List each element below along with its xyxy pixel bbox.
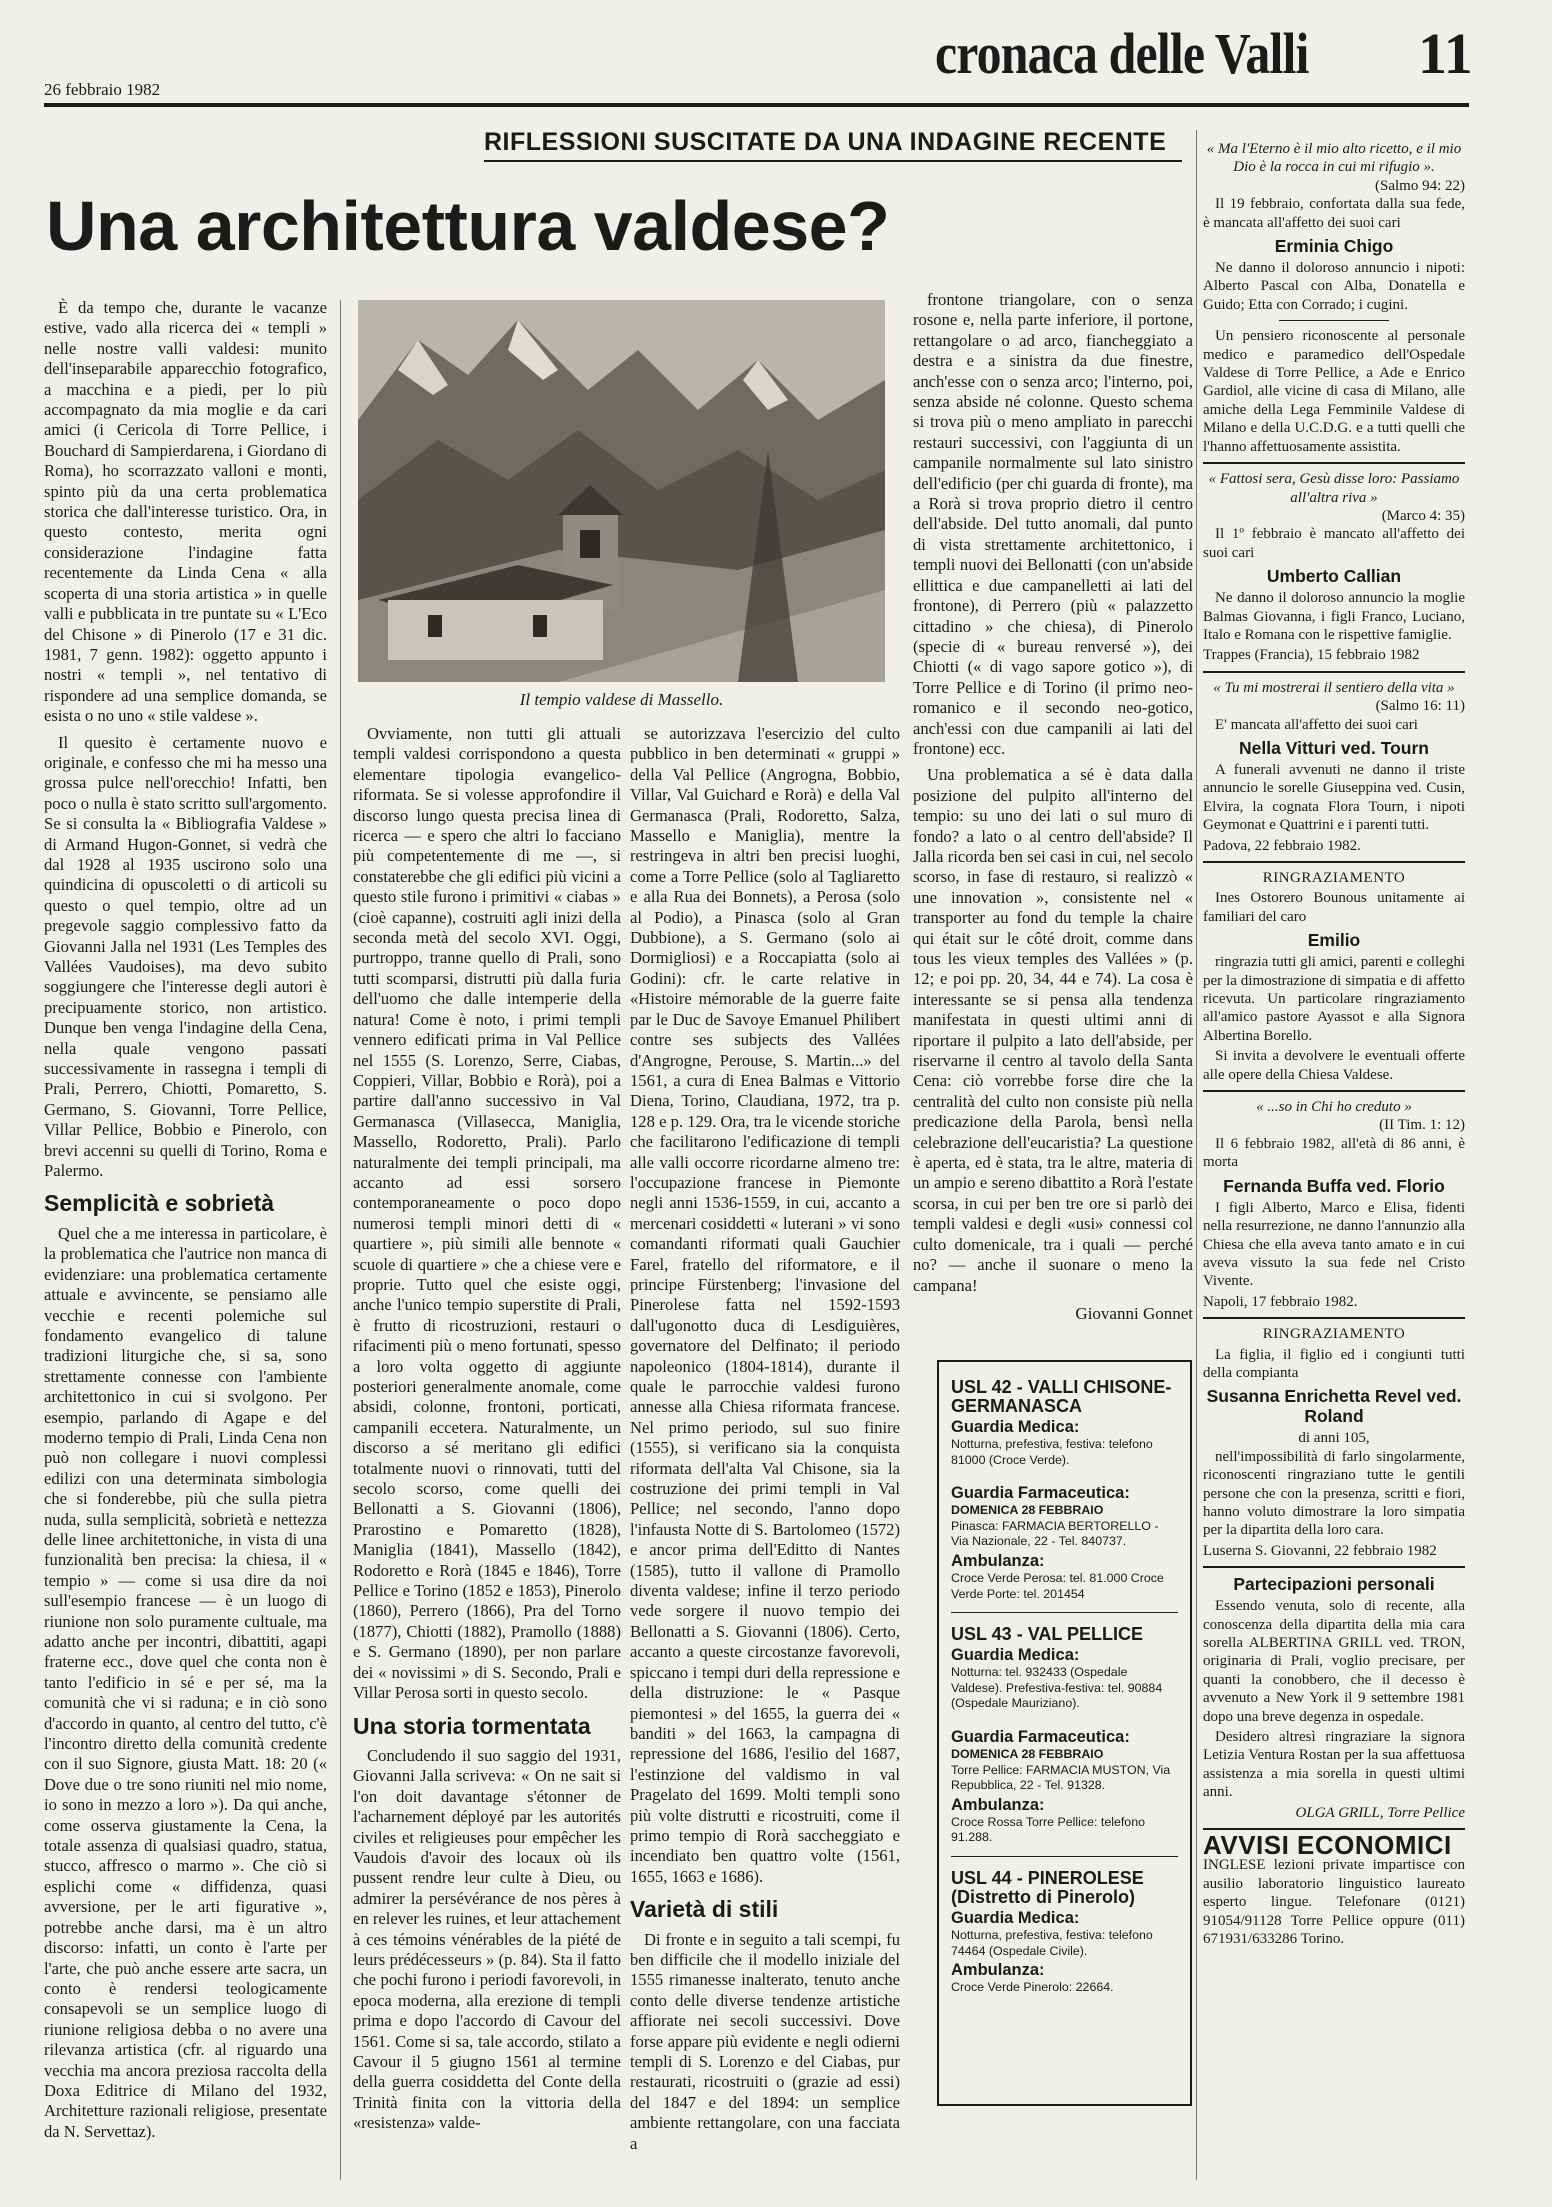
article-kicker: RIFLESSIONI SUSCITATE DA UNA INDAGINE RECENTE — [484, 128, 1167, 156]
announcement-text: I figli Alberto, Marco e Elisa, fidenti nella resurrezione, ne danno l'annunzio alla Chiesa che ella aveva tanto amato e in cui aveva vissuto la sua fede nel Cristo Vivente. — [1203, 1199, 1465, 1290]
quote-reference: (Marco 4: 35) — [1381, 507, 1465, 524]
ambulanza-label: Ambulanza: — [951, 1961, 1045, 1980]
announcement-text: E' mancata all'affetto dei suoi cari — [1215, 716, 1418, 733]
bible-quote: « ...so in Chi ho creduto » — [1256, 1099, 1412, 1116]
bible-quote: « Fattosi sera, Gesù disse loro: Passiamo all'altra riva » — [1208, 471, 1460, 506]
announcement-text: Desidero altresì ringraziare la signora Letizia Ventura Rostan per la sua affettuosa assistenza a mia sorella in questi ultimi anni. — [1203, 1729, 1465, 1801]
photo-caption: Il tempio valdese di Massello. — [519, 690, 724, 709]
deceased-name: Umberto Callian — [1266, 566, 1402, 587]
deceased-name: Susanna Enrichetta Revel ved. Roland — [1206, 1386, 1462, 1427]
church-photo — [358, 300, 885, 682]
article-column-4 — [913, 290, 1193, 1324]
paragraph: Quel che a me interessa in particolare, è la problematica che l'autrice non manca di evidenziare: una problematica certamente attuale e avvincente, se pensiamo alle vecchie e recenti polemiche sul fondamento evangelico di talune tradizioni liturgiche che, si sa, sono strettamente connesse con l'ambiente architettonico in cui si svolgono. Per esempio, parlando di Agape e del moderno tempio di Prali, Linda Cena non può non collegare i nuovi complessi edilizi con una determinata simbologia che si fonderebbe, più che sulla pietra nuda, sulla semplicità, sobrietà e nettezza delle linee architettoniche, in vista di una funzionalità ben precisa: la chiesa, il « tempio » — come si usa dire da noi sull'esempio francese — è un luogo di riunione non solo puramente cultuale, ma adatto anche per incontri, dibattiti, agapi fraterne ecc., dove quel che conta non è tanto l'edificio in sé e per sé, ma la comunità che vi si raduna; e in ciò sono d'accordo in quanto, al centro del tutto, c'è l'incontro diretto della comunità credente con il suo Signore, giusta Matt. 18: 20 (« Dove due o tre sono riuniti nel mio nome, io sono in mezzo a loro »). Da qui anche, come osserva giustamente la Cena, la totale assenza di qualsiasi quadro, statua, stucco, affresco o marmo ». Che ciò si esplichi come « diffidenza, quasi avversione, per le arti figurative », potrebbe anche darsi, ma è un altro discorso: infatti, un conto è l'arte per l'arte, che può anche essere arte sacra, un conto è rendersi teologicamente consapevoli se un semplice luogo di riunione religiosa debba o no avere una rilevanza artistica (cfr. al riguardo una vecchia ma ancora preziosa raccolta della Doxa Editrice di Milano del 1932, Architetture razionali religiose, presentate da N. Servettaz). — [44, 1223, 327, 2141]
guardia-medica-label: Guardia Medica: — [951, 1646, 1080, 1665]
service-text: Notturna, prefestiva, festiva: telefono 81000 (Croce Verde). — [951, 1437, 1153, 1467]
column-divider — [340, 300, 341, 2180]
place-date: Luserna S. Giovanni, 22 febbraio 1982 — [1203, 1542, 1437, 1559]
author-signature: Giovanni Gonnet — [1075, 1303, 1193, 1323]
paragraph: Di fronte e in seguito a tali scempi, fu ben difficile che il modello iniziale del 1555 rimanesse inalterato, tenuto anche conto delle diverse tendenze artistiche affiorate nei secoli successivi. Dove forse appare più evidente e negli odierni templi di S. Lorenzo e del Ciabas, pur restaurati, ricostruiti o (grazie ad essi) del 1847 e del 1894: un semplice ambiente rettangolare, con una facciata a — [630, 1929, 900, 2153]
guardia-medica-label: Guardia Medica: — [951, 1908, 1080, 1927]
divider — [1203, 1090, 1465, 1092]
divider — [1279, 320, 1389, 321]
subheading: Una storia tormentata — [353, 1712, 591, 1739]
divider — [1203, 671, 1465, 673]
announcement-text: Si invita a devolvere le eventuali offerte alle opere della Chiesa Valdese. — [1203, 1048, 1465, 1083]
paragraph: È da tempo che, durante le vacanze estive, vado alla ricerca dei « templi » nelle nostre valli valdesi: munito dell'inseparabile apparecchio fotografico, a macchina e a piedi, per lo più accompagnato da mia moglie e da cari amici (i Cericola di Torre Pellice, i Bouchard di Sampierdarena, i Giordano di Roma), ho scorrazzato valloni e monti, spinto più da una certa problematica storica che dall'interesse turistico. Ora, in questo contesto, merita ogni considerazione l'indagine fatta recentemente da Linda Cena « alla scoperta di una storia artistica » in quelle valli e pubblicata in tre puntate su « L'Eco del Chisone » di Pinerolo (17 e 31 dic. 1981, 7 genn. 1982): oggetto appunto i nostri « templi », nel tentativo di rispondere ad una semplice domanda, se esista o no uno « stile valdese ». — [44, 298, 327, 726]
kicker-rule — [484, 160, 1182, 162]
paragraph: Una problematica a sé è data dalla posizione del pulpito all'interno del tempio: su uno dei lati o sul muro di fondo? a lato o al centro dell'abside? Il Jalla ricorda ben sei casi in cui, nel secolo scorso, in fase di restauro, si realizzò « une innovation », consistente nel « transporter au fond du temple la chaire qui était sur le côté droit, comme dans tous les vieux temples des Vallées » (p. 12; e poi pp. 20, 34, 44 e 74). La cosa è interessante se si pensa alla tendenza manifestata in questi ultimi anni di riportare il pulpito a lato dell'abside, per riservarne il centro al tavolo della Santa Cena: ciò vorrebbe forse dire che la centralità del culto non consiste più nella predicazione della Parola, bensì nella celebrazione dell'eucaristia? La questione è aperta, ed è stata, tra le altre, materia di un ampio e sereno dibattito a Rorà l'estate scorsa, in cui per ben tre ore si parlò dei templi valdesi e degli «usi» connessi col culto domenicale, tra i quali — perché no? — anche il suonare o meno la campana! — [913, 765, 1193, 1295]
bible-quote: « Ma l'Eterno è il mio alto ricetto, e il mio Dio è la rocca in cui mi rifugio ». — [1206, 141, 1462, 176]
deceased-name: Emilio — [1307, 930, 1361, 951]
section-title: RINGRAZIAMENTO — [1262, 870, 1406, 886]
usl-42-heading: USL 42 - VALLI CHISONE-GERMANASCA — [951, 1377, 1172, 1416]
quote-reference: (Salmo 16: 11) — [1375, 698, 1465, 715]
article-column-2 — [353, 724, 621, 2140]
paragraph: Il quesito è certamente nuovo e originale, e confesso che mi ha messo una grossa pulce nell'orecchio! Infatti, ben poco o nulla è stato scritto sull'argomento. Se si consulta la « Bibliografia Valdese » di Armand Hugon-Gonnet, si vedrà che dal 1928 al 1935 uscirono solo una quindicina di opuscoletti o di articoli su questo o quel tempio, oltre ad un pregevole saggio complessivo fatto da Giovanni Jalla nel 1931 (Les Temples des Vallées Vaudoises), ma devo subito soggiungere che l'interesse degli autori è precipuamente storico, non artistico. Dunque ben venga l'indagine della Cena, nella quale vengono passati successivamente in rassegna i templi di Prali, Perrero, Chiotti, Pomaretto, S. Germano, S. Giovanni, Torre Pellice, Villar Pellice, Bobbio e Pinerolo, con brevi accenni su quelli di Torino, Roma e Palermo. — [44, 732, 327, 1181]
deceased-name: Fernanda Buffa ved. Florio — [1223, 1175, 1445, 1196]
guardia-farmaceutica-label: Guardia Farmaceutica: — [951, 1484, 1130, 1503]
classifieds-title: AVVISI ECONOMICI — [1203, 1830, 1452, 1861]
announcement-text: nell'impossibilità di farlo singolarmente, riconoscenti ringraziano tutte le gentili persone che con la presenza, scritti e fiori, hanno voluto dimostrare la loro simpatia per la dipartita della loro cara. — [1203, 1448, 1465, 1539]
paragraph: Concludendo il suo saggio del 1931, Giovanni Jalla scriveva: « On ne sait si l'on doit davantage s'étonner de l'acharnement déployé par les autorités civiles et religieuses pour empêcher les Vaudois d'avoir des locaux où ils pussent rendre leur culte à Dieu, ou admirer la persévérance de nos pères à en relever les ruines, et leur attachement à ces témoins vénérables de la piété de leurs prédécesseurs » (p. 84). Sta il fatto che pochi furono i periodi favorevoli, in epoca moderna, alla erezione di templi prima e dopo l'accordo di Cavour del 1561. Come si sa, tale accordo, stilato a Cavour il 5 giugno 1561 al termine della guerra cosiddetta del Conte della Trinità finita con la vittoria della «resistenza» valde- — [353, 1745, 621, 2133]
service-text: Pinasca: FARMACIA BERTORELLO - Via Nazionale, 22 - Tel. 840737. — [951, 1518, 1159, 1549]
article-column-1 — [44, 298, 327, 2148]
quote-reference: (Salmo 94: 22) — [1375, 177, 1465, 194]
section-title: RINGRAZIAMENTO — [1262, 1326, 1406, 1343]
bible-quote: « Tu mi mostrerai il sentiero della vita » — [1213, 679, 1455, 696]
top-rule — [44, 103, 1469, 107]
quote-reference: (II Tim. 1: 12) — [1379, 1117, 1465, 1134]
announcement-text: ringrazia tutti gli amici, parenti e colleghi per la dimostrazione di simpatia e di affetto ricevuta. Un particolare ringraziamento all'amico pastore Ayassot e alla Signora Albertina Borello. — [1203, 954, 1465, 1044]
article-column-3 — [630, 724, 900, 2160]
deceased-name: Erminia Chigo — [1274, 236, 1394, 257]
service-text: Notturna, prefestiva, festiva: telefono 74464 (Ospedale Civile). — [951, 1927, 1153, 1958]
page-number: 11 — [1418, 21, 1473, 86]
service-text: Croce Verde Pinerolo: 22664. — [951, 1980, 1114, 1995]
announcement-text: Ne danno il doloroso annuncio i nipoti: Alberto Pascal con Alba, Donatella e Guido; Etta con Corrado; i cugini. — [1203, 260, 1465, 313]
service-text: Torre Pellice: FARMACIA MUSTON, Via Repubblica, 22 - Tel. 91328. — [951, 1762, 1171, 1793]
announcements-column — [1203, 140, 1465, 1951]
paragraph: frontone triangolare, con o senza rosone e, nella parte inferiore, il portone, rettangolare o ad arco, fiancheggiato a destra e a sinistra da due finestre, anch'esse con o senza arco; l'interno, poi, senza abside né colonne. Questo schema si trova più o meno ampliato in parecchi restauri successivi, con l'aggiunta di un campanile normalmente sul lato sinistro dell'edificio (per chi guarda di fronte), ma a Rorà si trova proprio dietro il centro dell'abside. Del tutto anomali, dal punto di vista strettamente architettonico, i templi nuovi dei Bellonatti (con un'abside ellittica e due campanelletti ai lati del frontone), di Perrero (più « palazzetto cittadino » che chiesa), di Pinerolo (specie di « bureau renversé »), dei Chiotti (« di vago sapore gotico »), di Torre Pellice e di Torino (il primo neo-romanico e il secondo neo-gotico, anch'essi con due campanili ai lati del frontone) ecc. — [913, 290, 1193, 758]
guardia-farmaceutica-label: Guardia Farmaceutica: — [951, 1727, 1130, 1746]
deceased-name: Nella Vitturi ved. Tourn — [1239, 737, 1429, 758]
divider — [1203, 462, 1465, 464]
column-divider — [1196, 130, 1197, 2180]
service-text: Croce Rossa Torre Pellice: telefono 91.288. — [951, 1814, 1145, 1845]
announcement-text: Il 19 febbraio, confortata dalla sua fede, è mancata all'affetto dei suoi cari — [1203, 196, 1465, 231]
subheading: Semplicità e sobrietà — [44, 1190, 275, 1217]
signature: OLGA GRILL, Torre Pellice — [1295, 1804, 1465, 1821]
announcement-text: La figlia, il figlio ed i congiunti tutti della compianta — [1203, 1346, 1465, 1381]
announcement-text: Essendo venuta, solo di recente, alla conoscenza della dipartita della mia cara sorella ALBERTINA GRILL ved. TRON, originaria di Prali, voglio precisare, per quanti la conobbero, che il decesso è avvenuto a New York il 9 settembre 1981 dopo una breve degenza in ospedale. — [1203, 1598, 1465, 1725]
divider — [951, 1612, 1178, 1613]
place-date: Padova, 22 febbraio 1982. — [1203, 837, 1361, 854]
guardia-medica-label: Guardia Medica: — [951, 1418, 1080, 1436]
announcement-text: Il 6 febbraio 1982, all'età di 86 anni, è morta — [1203, 1135, 1465, 1171]
ambulanza-label: Ambulanza: — [951, 1551, 1045, 1570]
announcement-text: Ne danno il doloroso annuncio la moglie Balmas Giovanna, i figli Franco, Luciano, Italo e Romana con le rispettive famiglie. — [1203, 590, 1465, 643]
section-title: Partecipazioni personali — [1233, 1574, 1435, 1595]
newspaper-title: cronaca delle Valli — [935, 21, 1309, 86]
classified-text: INGLESE lezioni private impartisce con ausilio laboratorio linguistico laureato esperto lingue. Telefonare (0121) 91054/91128 Torre Pellice oppure (011) 671931/633286 Torino. — [1203, 1857, 1465, 1948]
divider — [951, 1856, 1178, 1857]
announcement-text: A funerali avvenuti ne danno il triste annuncio le sorelle Giuseppina ved. Cusin, Elvira, la cognata Flora Tourn, i nipoti Geymonat e Quattrini e i parenti tutti. — [1203, 761, 1465, 834]
place-date: Trappes (Francia), 15 febbraio 1982 — [1203, 647, 1420, 664]
subheading: Varietà di stili — [630, 1896, 779, 1923]
divider — [1203, 1566, 1465, 1568]
service-date: DOMENICA 28 FEBBRAIO — [951, 1503, 1104, 1518]
usl-43-heading: USL 43 - VAL PELLICE — [951, 1624, 1144, 1645]
announcement-text: Il 1º febbraio è mancato all'affetto dei suoi cari — [1203, 526, 1465, 561]
divider — [1203, 1317, 1465, 1319]
issue-date: 26 febbraio 1982 — [44, 80, 161, 99]
usl-44-heading: USL 44 - PINEROLESE (Distretto di Pinerolo) — [951, 1867, 1144, 1907]
paragraph: Ovviamente, non tutti gli attuali templi valdesi corrispondono a questa elementare tipologia evangelico-riformata. Se si volesse approfondire il discorso lungo questa precisa linea di ricerca — e spero che altri lo facciano più competentemente di me —, si constaterebbe che gli edifici più vicini a questo stile furono i primitivi « ciabas » (cioè capanne), costruiti agli inizi della seconda metà del secolo XVI. Oggi, purtroppo, tranne quello di Prali, sono tutti scomparsi, distrutti più dalla furia dell'uomo che dalle intemperie della natura! Come è noto, i primi templi vennero edificati prima in Val Pellice nel 1555 (S. Lorenzo, Serre, Ciabas, Coppieri, Villar, Bobbio e Rorà), poi a partire dall'anno successivo in Val Germanasca (Villasecca, Maniglia, Massello, Rodoretto, Prali). Parlo naturalmente dei templi principali, ma accanto ad essi sorsero contemporaneamente o poco dopo numerosi templi minori detti di « quartiere », più simili alle bennote « scuole di quartiere » che a chiese vere e proprie. Tutto quel che esiste oggi, anche l'unico tempio superstite di Prali, è frutto di ricostruzioni, restauri o rifacimenti più o meno fortunati, spesso a loro volta oggetto di aggiunte posteriori generalmente anomale, come absidi, colonne, frontoni, porticati, campanili eccetera. Naturalmente, un discorso a sé meritano gli edifici totalmente nuovi o rinnovati, tutti del secolo scorso, come quelli dei Bellonatti a S. Giovanni (1806), Prarostino e Pomaretto (1828), Maniglia (1841), Massello (1842), Rodoretto e Rorà (1845 e 1846), Torre Pellice e Torino (1852 e 1853), Pinerolo (1860), Perrero (1866), Pra del Torno (1877), Chiotti (1882), Pramollo (1888) e S. Germano (1890), per non parlare dei « novissimi » di S. Secondo, Prali e Villar Perosa sorti in questo secolo. — [353, 724, 621, 1703]
announcement-text: Un pensiero riconoscente al personale medico e paramedico dell'Ospedale Valdese di Torre Pellice, a Ade e Enrico Gardiol, alle vicine di casa di Milano, alle amiche della Lega Femminile Valdese di Milano e della U.C.D.G. e a tutti quelli che l'hanno affettuosamente assistita. — [1203, 328, 1465, 455]
place-date: Napoli, 17 febbraio 1982. — [1203, 1293, 1358, 1310]
divider — [1203, 861, 1465, 863]
health-services-box — [937, 1360, 1192, 2106]
ambulanza-label: Ambulanza: — [951, 1795, 1045, 1814]
deceased-age: di anni 105, — [1298, 1430, 1370, 1447]
article-headline: Una architettura valdese? — [46, 187, 890, 265]
paragraph: se autorizzava l'esercizio del culto pubblico in ben determinati « gruppi » della Val Pellice (Angrogna, Bobbio, Villar, Val Guichard e Rorà) e della Val Germanasca (Prali, Rodoretto, Salza, Massello e Maniglia), mentre la restringeva in altri ben precisi luoghi, come a Torre Pellice (solo al Tagliaretto e alla Rua dei Bonnets), a Perosa (solo al Podio), a Pinasca (solo al Gran Dubbione), a S. Germano (solo ai Dormigliosi) e a Roccapiatta (solo ai Godini): cfr. le carte relative in «Histoire mémorable de la guerre faite par le Duc de Savoye Emanuel Philibert contre ses subjects des Vallées d'Angrogne, Perouse, S. Martin...» del 1561, a cura di Enea Balmas e Vittorio Diena, Torino, Claudiana, 1972, tra p. 128 e p. 129. Ora, tra le vicende storiche che facilitarono l'edificazione di templi alle valli occorre ricordarne almeno tre: l'occupazione francese in Piemonte negli anni 1536-1559, in cui, accanto a mercenari cosiddetti « luterani » vi sono comandanti riformati quali Gauchier Farel, fratello del riformatore, e il principe Fürstenberg; l'invasione del Pinerolese fatta nel 1592-1593 dall'ugonotto duca di Lesdiguières, governatore del Delfinato; il periodo napoleonico (1804-1814), durante il quale le parrocchie valdesi furono annesse alla Chiesa riformata francese. Nel primo periodo, sul suo finire (1555), si verificano sia la conquista riformata dell'alta Val Chisone, sia la costruzione dei primi templi in Val Pellice; nel secondo, l'anno dopo l'infausta Notte di S. Bartolomeo (1572) e ancor prima dell'Editto di Nantes (1585), tutto il vallone di Pramollo diventa valdese; infine il terzo periodo vede sorgere il nuovo tempio dei Bellonatti a S. Giovanni (1806). Certo, accanto a queste circostanze favorevoli, spiccano i tempi duri della repressione e della distruzione: le « Pasque piemontesi » del 1655, la guerra dei « banditi » del 1663, la campagna di repressione del 1686, l'esilio del 1687, l'estinzione del valdismo in val Pragelato del 1699. Molti templi sono più volte distrutti e ricostruiti, come il primo tempio di Rorà saccheggiato e incendiato ben quattro volte (1561, 1655, 1663 e 1686). — [630, 724, 900, 1886]
service-text: Notturna: tel. 932433 (Ospedale Valdese). Prefestiva-festiva: tel. 90884 (Ospedale Mauriziano). — [951, 1665, 1163, 1711]
service-date: DOMENICA 28 FEBBRAIO — [951, 1746, 1104, 1761]
announcement-text: Ines Ostorero Bounous unitamente ai familiari del caro — [1203, 890, 1465, 925]
service-text: Croce Verde Perosa: tel. 81.000 Croce Verde Porte: tel. 201454 — [951, 1570, 1164, 1601]
